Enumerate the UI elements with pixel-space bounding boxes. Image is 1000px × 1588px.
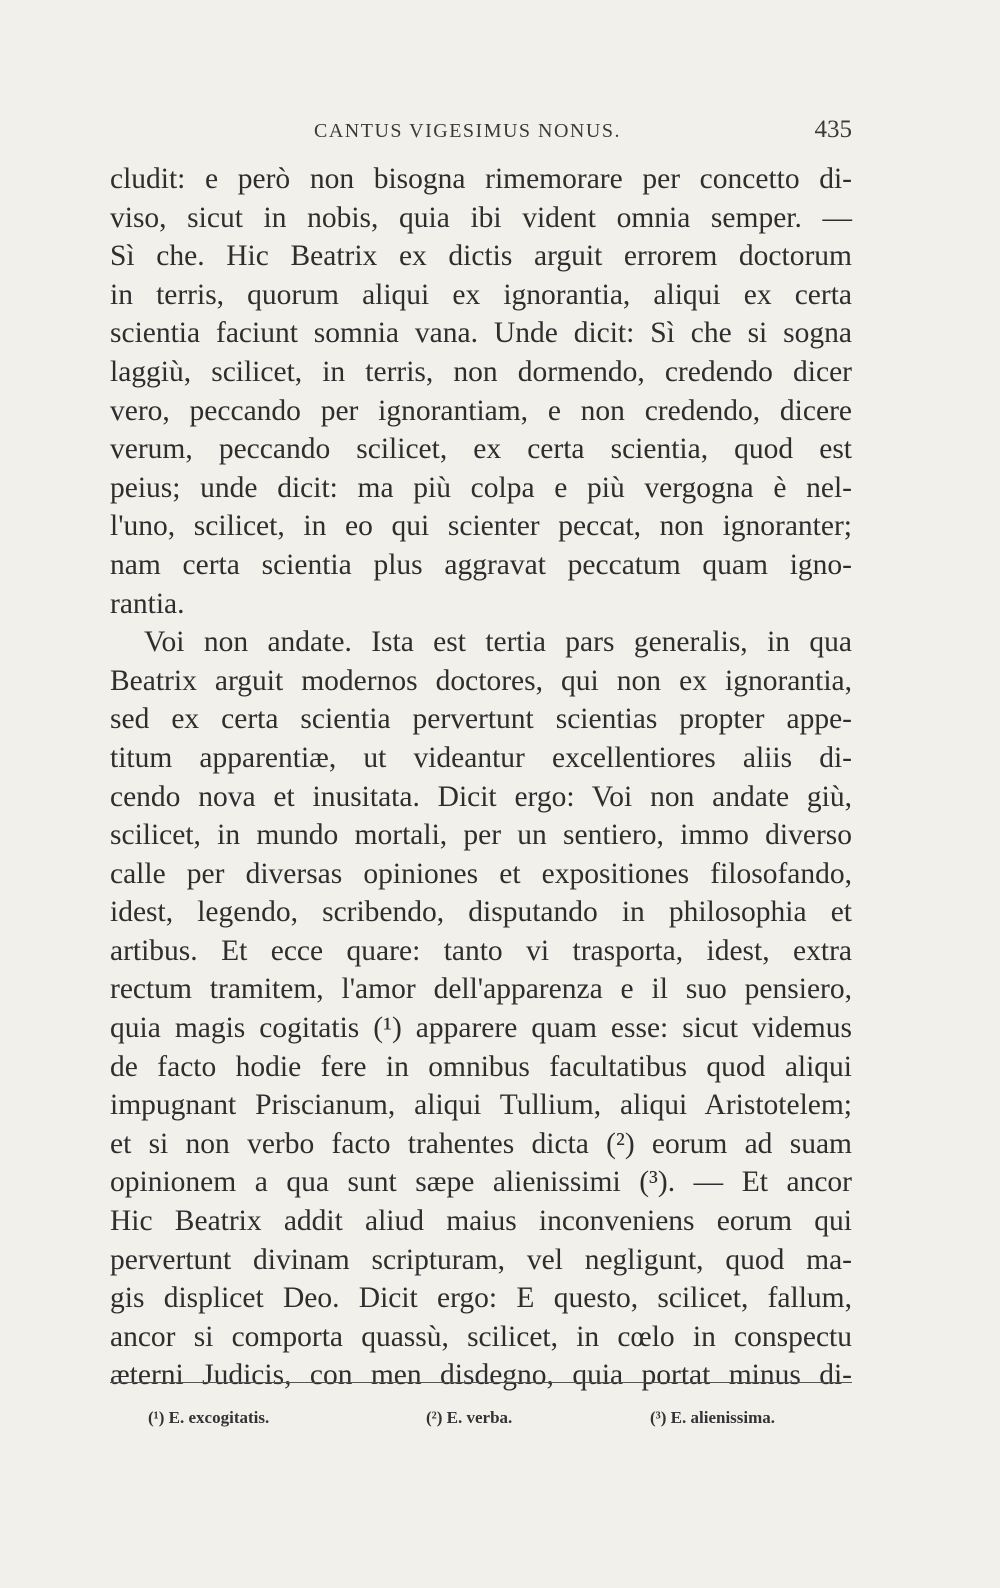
text-line: sed ex certa scientia pervertunt scientias propter appe- xyxy=(110,703,852,736)
footnote-rule xyxy=(110,1382,852,1383)
footnotes xyxy=(110,1408,852,1438)
text-line: Beatrix arguit modernos doctores, qui non ex ignorantia, xyxy=(110,664,852,697)
text-line: vero, peccando per ignorantiam, e non credendo, dicere xyxy=(110,394,852,427)
footnote-1: (¹) E. excogitatis. xyxy=(148,1408,270,1427)
text-line: scilicet, in mundo mortali, per un sentiero, immo diverso xyxy=(110,819,852,852)
text-line: gis displicet Deo. Dicit ergo: E questo, scilicet, fallum, xyxy=(110,1282,852,1315)
text-line: Voi non andate. Ista est tertia pars generalis, in qua xyxy=(144,626,852,659)
text-line: rectum tramitem, l'amor dell'apparenza e il suo pensiero, xyxy=(110,973,852,1006)
text-line: laggiù, scilicet, in terris, non dormendo, credendo dicer xyxy=(110,355,852,388)
text-line: calle per diversas opiniones et expositiones filosofando, xyxy=(110,857,852,890)
text-line: Sì che. Hic Beatrix ex dictis arguit errorem doctorum xyxy=(110,240,852,273)
footnote-3: (³) E. alienissima. xyxy=(650,1408,776,1427)
text-line: verum, peccando scilicet, ex certa scientia, quod est xyxy=(110,433,852,466)
text-line: viso, sicut in nobis, quia ibi vident omnia semper. — xyxy=(110,201,852,234)
text-line: ancor si comporta quassù, scilicet, in cœlo in conspectu xyxy=(110,1320,852,1353)
running-head: CANTUS VIGESIMUS NONUS. xyxy=(314,120,621,142)
text-line: pervertunt divinam scripturam, vel negligunt, quod ma- xyxy=(110,1243,852,1276)
text-line: l'uno, scilicet, in eo qui scienter peccat, non ignoranter; xyxy=(110,510,852,543)
text-line: cludit: e però non bisogna rimemorare per concetto di- xyxy=(110,163,852,195)
text-line: et si non verbo facto trahentes dicta (²) eorum ad suam xyxy=(110,1127,852,1160)
text-line: peius; unde dicit: ma più colpa e più vergogna è nel- xyxy=(110,471,852,504)
text-line: artibus. Et ecce quare: tanto vi trasporta, idest, extra xyxy=(110,934,852,967)
text-line: in terris, quorum aliqui ex ignorantia, aliqui ex certa xyxy=(110,278,852,311)
text-line: æterni Judicis, con men disdegno, quia portat minus di- xyxy=(110,1359,852,1392)
text-line: titum apparentiæ, ut videantur excellentiores aliis di- xyxy=(110,741,852,774)
text-line: scientia faciunt somnia vana. Unde dicit: Sì che si sogna xyxy=(110,317,852,350)
text-line: impugnant Priscianum, aliqui Tullium, aliqui Aristotelem; xyxy=(110,1089,852,1122)
text-line: Hic Beatrix addit aliud maius inconveniens eorum qui xyxy=(110,1205,852,1238)
text-line: cendo nova et inusitata. Dicit ergo: Voi non andate giù, xyxy=(110,780,852,813)
page-number: 435 xyxy=(814,116,852,143)
text-line: nam certa scientia plus aggravat peccatum quam igno- xyxy=(110,548,852,581)
text-line: opinionem a qua sunt sæpe alienissimi (³). — Et ancor xyxy=(110,1166,852,1199)
footnote-2: (²) E. verba. xyxy=(426,1408,513,1427)
text-line: rantia. xyxy=(110,587,185,620)
page-header xyxy=(110,116,852,146)
text-line: idest, legendo, scribendo, disputando in philosophia et xyxy=(110,896,852,929)
body-text xyxy=(110,160,852,1395)
text-line: quia magis cogitatis (¹) apparere quam esse: sicut videmus xyxy=(110,1012,852,1045)
text-line: de facto hodie fere in omnibus facultatibus quod aliqui xyxy=(110,1050,852,1083)
